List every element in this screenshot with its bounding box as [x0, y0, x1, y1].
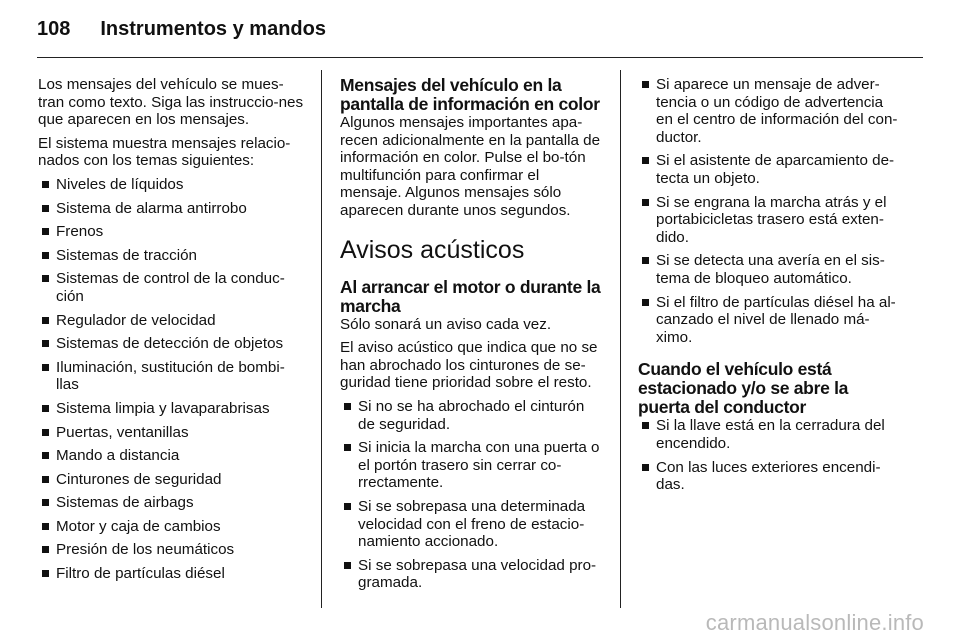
- list-item: Motor y caja de cambios: [38, 518, 306, 536]
- list-item: Si inicia la marcha con una puerta o el portón trasero sin cerrar co-rrectamente.: [340, 439, 605, 492]
- section-heading-color-display: Mensajes del vehículo en la pantalla de información en color: [340, 75, 600, 114]
- list-item: Sistema de alarma antirrobo: [38, 200, 306, 218]
- list-item: Si se detecta una avería en el sis-tema de bloqueo automático.: [638, 252, 904, 287]
- list-item: Puertas, ventanillas: [38, 424, 306, 442]
- column-3: [638, 76, 904, 500]
- watermark: carmanualsonline.info: [705, 610, 924, 635]
- list-item: Filtro de partículas diésel: [38, 565, 306, 583]
- intro-paragraph-2: El sistema muestra mensajes relacio-nados con los temas siguientes:: [38, 134, 291, 170]
- list-item: Si el asistente de aparcamiento de-tecta un objeto.: [638, 152, 904, 187]
- list-item: Si no se ha abrochado el cinturón de seguridad.: [340, 398, 605, 433]
- list-item: Sistema limpia y lavaparabrisas: [38, 400, 306, 418]
- list-item: Con las luces exteriores encendi-das.: [638, 459, 904, 494]
- section-heading-parked: Cuando el vehículo está estacionado y/o se abre la puerta del conductor: [638, 359, 849, 418]
- list-item: Presión de los neumáticos: [38, 541, 306, 559]
- column-divider-2: [620, 70, 621, 608]
- list-item: Iluminación, sustitución de bombi-llas: [38, 359, 306, 394]
- list-item: Si se sobrepasa una velocidad pro-gramada.: [340, 557, 605, 592]
- more-warnings-list: [638, 76, 904, 346]
- list-item: Frenos: [38, 223, 306, 241]
- list-item: Si se sobrepasa una determinada velocidad con el freno de estacio-namiento accionado.: [340, 498, 605, 551]
- topics-list: [38, 176, 306, 583]
- column-1: [38, 76, 306, 589]
- page-header: [37, 18, 923, 54]
- list-item: Sistemas de tracción: [38, 247, 306, 265]
- intro-paragraph-1: Los mensajes del vehículo se mues-tran como texto. Siga las instruccio-nes que aparecen en los mensajes.: [38, 76, 304, 129]
- parked-warnings-list: [638, 417, 904, 493]
- list-item: Si la llave está en la cerradura del encendido.: [638, 417, 904, 452]
- page-title: Instrumentos y mandos: [100, 18, 326, 40]
- list-item: Mando a distancia: [38, 447, 306, 465]
- section-title-acoustic-warnings: Avisos acústicos: [340, 235, 525, 264]
- list-item: Si se engrana la marcha atrás y el portabicicletas trasero está exten-dido.: [638, 194, 904, 247]
- list-item: Regulador de velocidad: [38, 312, 306, 330]
- list-item: Si aparece un mensaje de adver-tencia o un código de advertencia en el centro de información del con-ductor.: [638, 76, 904, 146]
- list-item: Si el filtro de partículas diésel ha al-canzado el nivel de llenado má-ximo.: [638, 294, 904, 347]
- list-item: Sistemas de detección de objetos: [38, 335, 306, 353]
- column-divider-1: [321, 70, 322, 608]
- list-item: Cinturones de seguridad: [38, 471, 306, 489]
- header-divider: [37, 57, 923, 58]
- driving-paragraph-2: El aviso acústico que indica que no se han abrochado los cinturones de se-guridad tiene prioridad sobre el resto.: [340, 339, 598, 392]
- page-number: 108: [37, 18, 71, 40]
- section-heading-driving: Al arrancar el motor o durante la marcha: [340, 276, 601, 316]
- column-2: [340, 76, 605, 598]
- driving-paragraph-1: Sólo sonará un aviso cada vez.: [340, 315, 552, 333]
- list-item: Sistemas de airbags: [38, 494, 306, 512]
- list-item: Sistemas de control de la conduc-ción: [38, 270, 306, 305]
- list-item: Niveles de líquidos: [38, 176, 306, 194]
- driving-warnings-list: [340, 398, 605, 592]
- color-display-paragraph: Algunos mensajes importantes apa-recen adicionalmente en la pantalla de información en color. Pulse el bo-tón multifunción para confirmar el mensaje. Algunos mensajes sólo aparecen durante unos segundos.: [340, 114, 601, 219]
